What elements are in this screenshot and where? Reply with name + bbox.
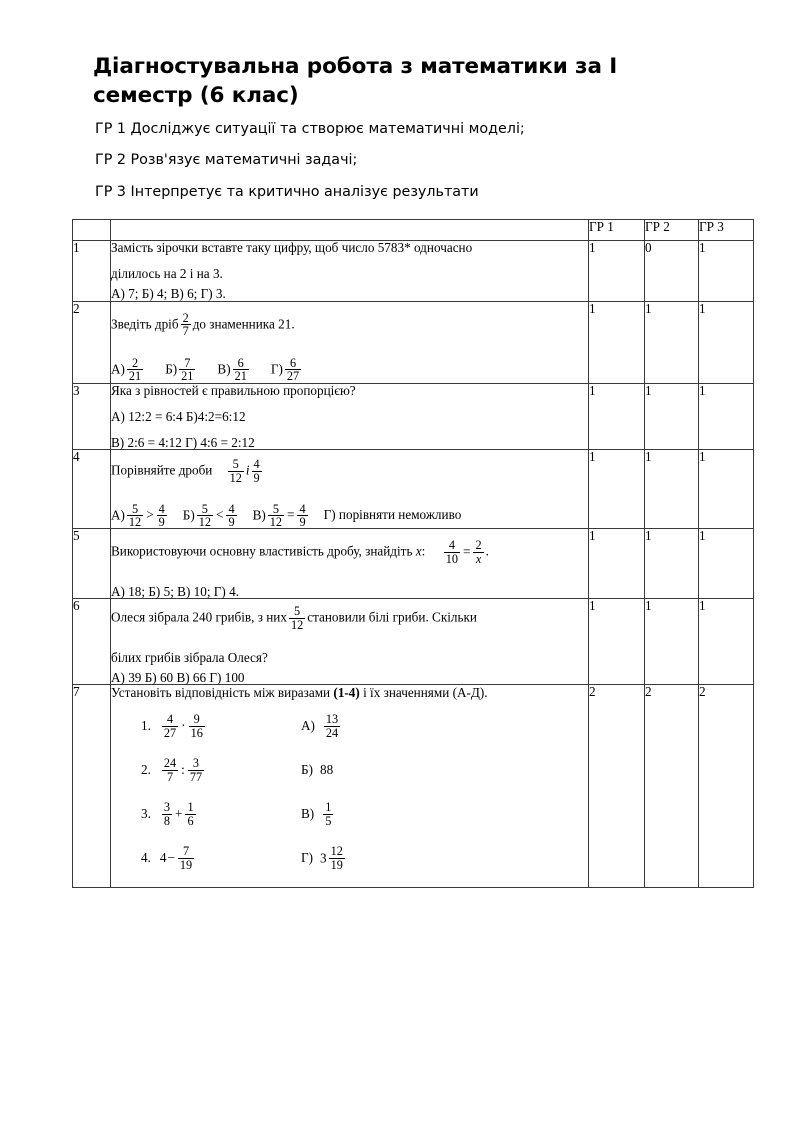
fraction: $\frac{4}{9}$	[158, 501, 165, 530]
option-a: А) $\frac{2}{21}$	[111, 356, 142, 384]
fraction: $\frac{3}{77}$	[189, 756, 203, 784]
row-number: 3	[73, 383, 111, 450]
row-number: 2	[73, 301, 111, 383]
criteria-item-gr1: ГР 1 Досліджує ситуації та створює математичні моделі;	[95, 121, 525, 137]
option-b: Б) $\frac{5}{12}$ < $\frac{4}{9}$	[182, 501, 235, 530]
question-text-line1	[111, 605, 588, 631]
question-text-pre: Порівняйте дроби	[111, 462, 213, 478]
row-number: 7	[73, 685, 111, 888]
item-index: 4.	[141, 850, 151, 866]
fraction: $\frac{1}{5}$	[325, 800, 332, 828]
question-cell	[111, 529, 589, 599]
score-gr2: 1	[645, 599, 699, 685]
fraction: $\frac{4}{9}$	[299, 501, 306, 530]
fraction-first: $\frac{5}{12}$	[229, 457, 242, 485]
answer-value: 88	[319, 762, 334, 778]
score-gr2: 1	[645, 529, 699, 599]
score-gr2: 1	[645, 450, 699, 529]
score-gr3: 1	[699, 383, 754, 450]
question-head-bold: (1-4)	[333, 685, 360, 701]
table-row	[73, 529, 754, 599]
expression-3	[111, 801, 301, 827]
option-v: В) $\frac{6}{21}$	[217, 356, 247, 384]
question-cell	[111, 450, 589, 529]
mixed-whole: 3	[320, 851, 327, 867]
period: .	[485, 543, 489, 559]
header-num-cell	[73, 220, 111, 241]
question-head-post: і їх значеннями (А-Д).	[363, 685, 488, 701]
list-item	[111, 799, 588, 829]
answer-a	[301, 713, 342, 739]
answer-key: Б)	[301, 762, 313, 778]
question-cell	[111, 685, 589, 888]
criteria-item-gr2: ГР 2 Розв'язує математичні задачі;	[95, 152, 358, 169]
score-gr2: 2	[645, 685, 699, 888]
item-index: 1.	[141, 718, 151, 734]
equals-sign: =	[463, 543, 471, 559]
answer-g	[301, 845, 347, 871]
row-number: 1	[73, 241, 111, 302]
fraction: $\frac{5}{12}$	[198, 501, 211, 530]
fraction-second: $\frac{4}{9}$	[253, 457, 260, 485]
variable-x: x	[415, 543, 422, 559]
table-row	[73, 241, 754, 302]
question-cell	[111, 241, 589, 302]
question-options	[111, 503, 588, 529]
mixed-number	[320, 845, 347, 871]
page-title: Діагностувальна робота з математики за І семестр (6 клас)	[93, 54, 618, 109]
expression-2	[111, 757, 301, 783]
question-text-pre: Олеся зібрала 240 грибів, з них	[111, 609, 287, 625]
score-gr2: 0	[645, 241, 699, 302]
fraction-right: $\frac{2}{x}$	[475, 538, 482, 566]
table-row	[73, 599, 754, 685]
table-row	[73, 383, 754, 450]
relation-operator: =	[287, 507, 295, 523]
table-row	[73, 450, 754, 529]
score-gr1: 1	[589, 450, 645, 529]
item-index: 3.	[141, 806, 151, 822]
operator: :	[181, 762, 185, 778]
row-number: 6	[73, 599, 111, 685]
expression-4	[111, 845, 301, 871]
answer-key: В)	[301, 806, 315, 822]
fraction: $\frac{24}{7}$	[163, 756, 177, 784]
score-gr3: 1	[699, 241, 754, 302]
answer-b	[301, 763, 333, 776]
answer-v	[301, 801, 335, 827]
fraction: $\frac{6}{27}$	[286, 356, 300, 384]
fraction: $\frac{1}{6}$	[187, 800, 194, 828]
fraction: $\frac{4}{9}$	[228, 501, 235, 530]
question-options: А) 18; Б) 5; В) 10; Г) 4.	[111, 584, 240, 600]
colon: :	[421, 543, 426, 559]
table-header-row	[73, 220, 754, 241]
conjunction: і	[245, 462, 250, 478]
question-cell	[111, 383, 589, 450]
header-gr2: ГР 2	[645, 220, 699, 241]
fraction: $\frac{2}{21}$	[128, 356, 142, 384]
option-g: Г) порівняти неможливо	[323, 507, 462, 523]
answer-key: А)	[301, 718, 315, 734]
question-text	[111, 685, 588, 702]
score-gr2: 1	[645, 383, 699, 450]
header-gr1: ГР 1	[589, 220, 645, 241]
question-options	[111, 357, 588, 383]
matching-list	[111, 711, 588, 873]
list-item	[111, 843, 588, 873]
question-options: А) 7; Б) 4; В) 6; Г) 3.	[111, 286, 226, 302]
question-text-line2: ділилось на 2 і на 3.	[111, 266, 223, 282]
fraction: $\frac{6}{21}$	[234, 356, 247, 384]
fraction: $\frac{9}{16}$	[190, 712, 203, 740]
criteria-item-gr3: ГР 3 Інтерпретує та критично аналізує результати	[95, 183, 479, 200]
list-item	[111, 711, 588, 741]
question-text: Яка з рівностей є правильною пропорцією?	[111, 382, 356, 398]
relation-operator: <	[216, 507, 224, 523]
score-gr3: 1	[699, 529, 754, 599]
question-options: А) 39 Б) 60 В) 66 Г) 100	[111, 670, 245, 685]
fraction: $\frac{5}{12}$	[269, 501, 283, 530]
answer-key: Г)	[301, 850, 314, 866]
score-gr2: 1	[645, 301, 699, 383]
question-text	[111, 312, 588, 338]
score-gr1: 1	[589, 599, 645, 685]
fraction: $\frac{12}{19}$	[330, 844, 343, 872]
whole-number: 4	[159, 850, 167, 866]
row-number: 4	[73, 450, 111, 529]
fraction-left: $\frac{4}{10}$	[445, 538, 459, 566]
score-gr3: 1	[699, 599, 754, 685]
table-row	[73, 301, 754, 383]
score-gr3: 1	[699, 301, 754, 383]
criteria-list	[95, 122, 735, 216]
score-gr1: 1	[589, 529, 645, 599]
questions-table	[72, 219, 754, 888]
score-gr1: 1	[589, 383, 645, 450]
operator: ·	[181, 718, 186, 734]
question-text-post: становили білі гриби. Скільки	[307, 609, 477, 625]
question-text-line2: білих грибів зібрала Олеся?	[111, 649, 268, 665]
row-number: 5	[73, 529, 111, 599]
fraction: $\frac{7}{19}$	[179, 844, 193, 872]
question-options-line2: В) 2:6 = 4:12 Г) 4:6 = 2:12	[111, 435, 255, 451]
header-gr3: ГР 3	[699, 220, 754, 241]
header-question-cell	[111, 220, 589, 241]
question-options-line1: А) 12:2 = 6:4 Б)4:2=6:12	[111, 408, 246, 424]
score-gr1: 1	[589, 301, 645, 383]
relation-operator: >	[146, 507, 154, 523]
question-text	[111, 539, 588, 565]
question-text-pre: Використовуючи основну властивість дробу, знайдіть	[111, 543, 413, 559]
score-gr1: 1	[589, 241, 645, 302]
option-b: Б) $\frac{7}{21}$	[165, 356, 194, 384]
expression-1	[111, 713, 301, 739]
question-text-post: до знаменника 21.	[192, 316, 295, 332]
question-text	[111, 458, 588, 484]
table-row	[73, 685, 754, 888]
option-v: В) $\frac{5}{12}$ = $\frac{4}{9}$	[252, 501, 306, 530]
fraction: $\frac{13}{24}$	[325, 712, 339, 740]
question-text-pre: Зведіть дріб	[111, 316, 179, 332]
fraction: $\frac{3}{8}$	[163, 800, 171, 828]
score-gr3: 1	[699, 450, 754, 529]
option-g: Г) $\frac{6}{27}$	[270, 356, 300, 384]
fraction: $\frac{2}{7}$	[182, 310, 189, 338]
item-index: 2.	[141, 762, 151, 778]
question-cell	[111, 301, 589, 383]
fraction: $\frac{7}{21}$	[181, 356, 194, 384]
operator: −	[167, 850, 175, 866]
fraction: $\frac{4}{27}$	[163, 712, 177, 740]
score-gr3: 2	[699, 685, 754, 888]
score-gr1: 2	[589, 685, 645, 888]
option-a: А) $\frac{5}{12}$ > $\frac{4}{9}$	[111, 501, 165, 530]
fraction: $\frac{5}{12}$	[290, 604, 304, 632]
fraction: $\frac{5}{12}$	[128, 501, 142, 530]
question-text-line1: Замість зірочки вставте таку цифру, щоб число 5783* одночасно	[111, 240, 473, 255]
operator: +	[175, 806, 183, 822]
question-head-pre: Установіть відповідність між виразами	[111, 685, 331, 701]
list-item	[111, 755, 588, 785]
question-cell	[111, 599, 589, 685]
